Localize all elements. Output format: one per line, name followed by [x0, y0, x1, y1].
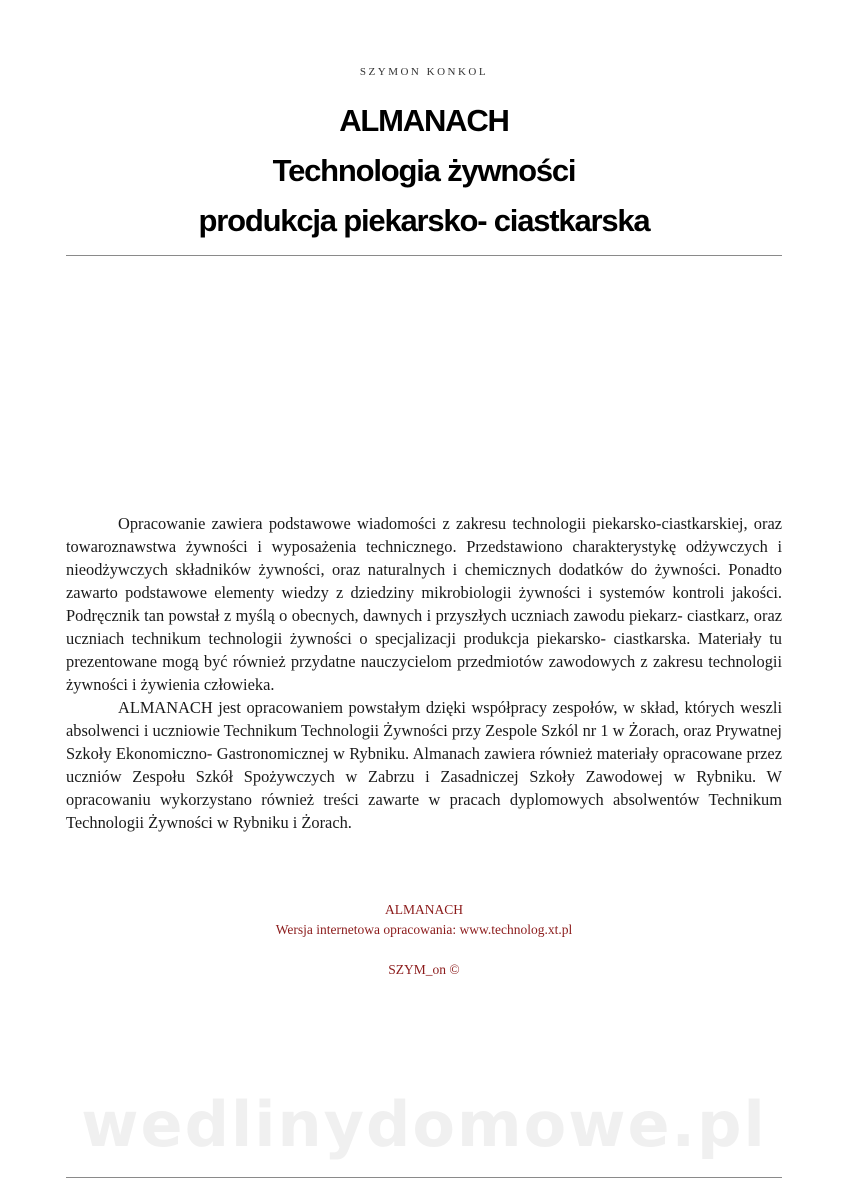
author-name: SZYMON KONKOL — [359, 66, 489, 78]
title-line-1: ALMANACH — [339, 103, 509, 138]
description-paragraph-1: Opracowanie zawiera podstawowe wiadomości z zakresu technologii piekarsko-ciastkarskiej, oraz towaroznawstwa żywności i wyposażenia technicznego. Przedstawiono charakterystykę odżywczych i nieodżywczych składników żywności, oraz naturalnych i chemicznych dodatków do żywności. Ponadto zawarto podstawowe elementy wiedzy z dziedziny mikrobiologii żywności i systemów kontroli jakości. Podręcznik tan powstał z myślą o obecnych, dawnych i przyszłych uczniach zawodu piekarz- ciastkarz, oraz uczniach technikum technologii żywności o specjalizacji produkcja piekarsko- ciastkarska. Materiały tu prezentowane mogą być również przydatne nauczycielom przedmiotów zawodowych z zakresu technologii żywności i żywienia człowieka. — [66, 514, 782, 694]
watermark: wedlinydomowe.pl — [81, 1088, 767, 1161]
title-line-3: produkcja piekarsko- ciastkarska — [198, 203, 650, 238]
footer-signature: SZYM_on © — [388, 962, 460, 977]
description-paragraph-2: ALMANACH jest opracowaniem powstałym dzięki współpracy zespołów, w skład, których weszli absolwenci i uczniowie Technikum Technologii Żywności przy Zespole Szkól nr 1 w Żorach, oraz Prywatnej Szkoły Ekonomiczno- Gastronomicznej w Rybniku. Almanach zawiera również materiały opracowane przez uczniów Zespołu Szkół Spożywczych w Zabrzu i Zasadniczej Szkoły Zawodowej w Rybniku. W opracowaniu wykorzystano również treści zawarte w pracach dyplomowych absolwentów Technikum Technologii Żywności w Rybniku i Żorach. — [66, 698, 782, 832]
footer-almanach-name: ALMANACH — [384, 902, 463, 917]
top-divider — [66, 255, 782, 256]
title-line-2: Technologia żywności — [272, 153, 576, 188]
footer-web-version: Wersja internetowa opracowania: www.technolog.xt.pl — [275, 922, 573, 937]
document-title — [0, 96, 848, 246]
bottom-divider — [66, 1177, 782, 1178]
description-body — [66, 512, 782, 834]
footer-info — [0, 900, 848, 980]
